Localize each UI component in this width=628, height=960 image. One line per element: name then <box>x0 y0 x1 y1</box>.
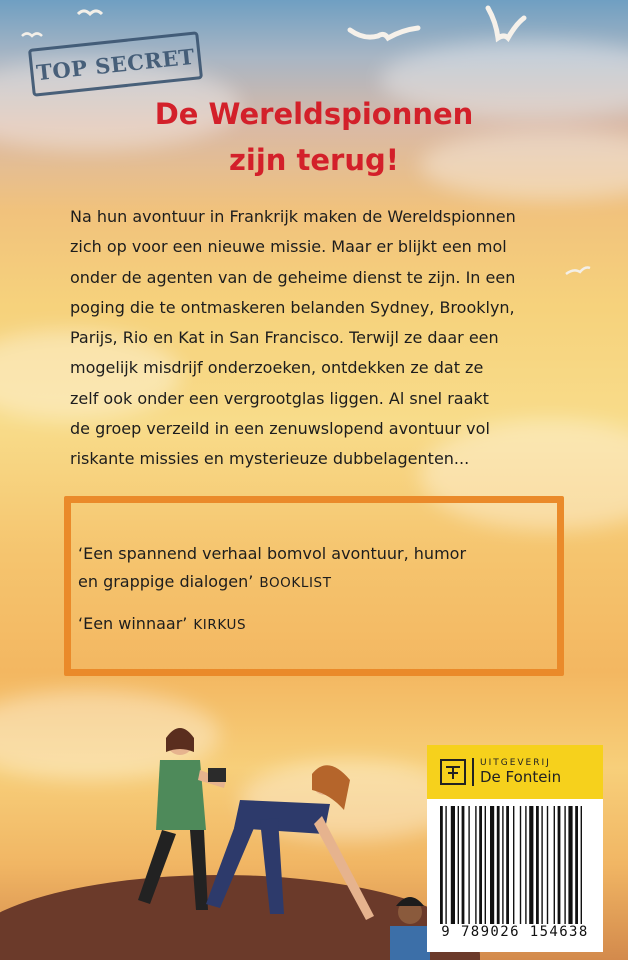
review-text: en grappige dialogen’ <box>78 572 254 591</box>
publisher-divider <box>472 758 474 786</box>
blurb-text <box>70 202 570 475</box>
review-text: ‘Een spannend verhaal bomvol avontuur, humor <box>78 544 467 563</box>
blurb-line: Na hun avontuur in Frankrijk maken de Wereldspionnen <box>70 207 516 226</box>
review-text: ‘Een winnaar’ <box>78 614 188 633</box>
blurb-line: Parijs, Rio en Kat in San Francisco. Terwijl ze daar een <box>70 328 499 348</box>
blurb-line: de groep verzeild in een zenuwslopend avontuur vol <box>70 419 490 439</box>
blurb-line: zich op voor een nieuwe missie. Maar er blijkt een mol <box>70 237 507 257</box>
title-line-2: zijn terug! <box>229 143 399 177</box>
top-secret-stamp: TOP SECRET <box>28 31 203 97</box>
review-quote-1 <box>78 540 548 597</box>
blurb-line: onder de agenten van de geheime dienst te zijn. In een <box>70 267 516 287</box>
characters-illustration <box>90 720 450 960</box>
blurb-line: mogelijk misdrijf onderzoeken, ontdekken ze dat ze <box>70 358 484 378</box>
blurb-line: poging die te ontmaskeren belanden Sydney, Brooklyn, <box>70 297 515 317</box>
publisher-line-2: De Fontein <box>480 768 562 786</box>
publisher-line-1: UITGEVERIJ <box>480 758 551 768</box>
title-line-1: De Wereldspionnen <box>154 97 474 131</box>
review-quote-2 <box>78 610 548 639</box>
review-source: BOOKLIST <box>259 575 332 591</box>
publisher-label <box>427 745 603 799</box>
review-source: KIRKUS <box>193 617 247 633</box>
blurb-line: zelf ook onder een vergrootglas liggen. Al snel raakt <box>70 388 489 408</box>
barcode <box>440 806 590 924</box>
blurb-line: riskante missies en mysterieuze dubbelagenten... <box>70 449 470 469</box>
isbn-number: 9 789026 154638 <box>441 924 589 940</box>
publisher-logo-icon <box>440 759 466 785</box>
